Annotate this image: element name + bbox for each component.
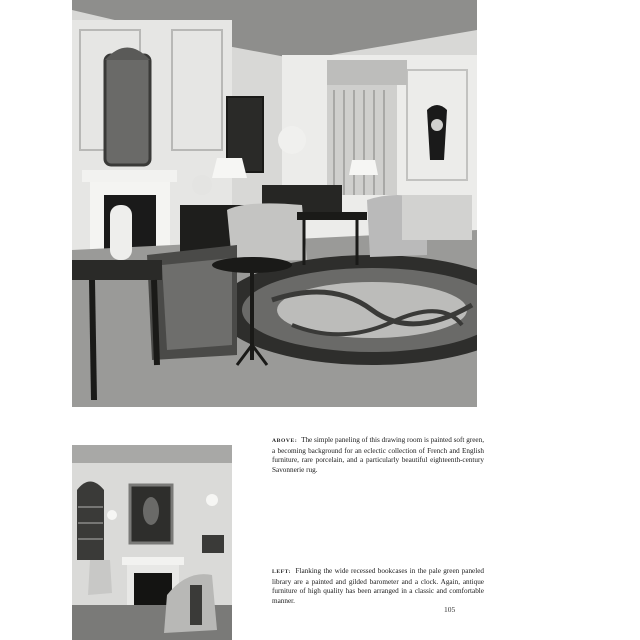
page-number: 105 xyxy=(444,605,456,614)
drawing-room-photo xyxy=(72,0,477,407)
caption-left-lead: LEFT: xyxy=(272,569,292,575)
caption-above-lead: ABOVE: xyxy=(272,438,298,444)
caption-above-text: The simple paneling of this drawing room is painted soft green, a becoming background for an eclectic collection of French and English furniture, rare porcelain, and a particularly beautiful eighteenth-century Savonnerie rug. xyxy=(272,436,484,474)
library-photo xyxy=(72,445,232,640)
caption-above xyxy=(272,436,484,475)
caption-left xyxy=(272,567,484,606)
caption-left-text: Flanking the wide recessed bookcases in the pale green paneled library are a painted and gilded barometer and a clock. Again, antique furniture of high quality has been arranged in a classic and comfortable manner. xyxy=(272,567,485,605)
